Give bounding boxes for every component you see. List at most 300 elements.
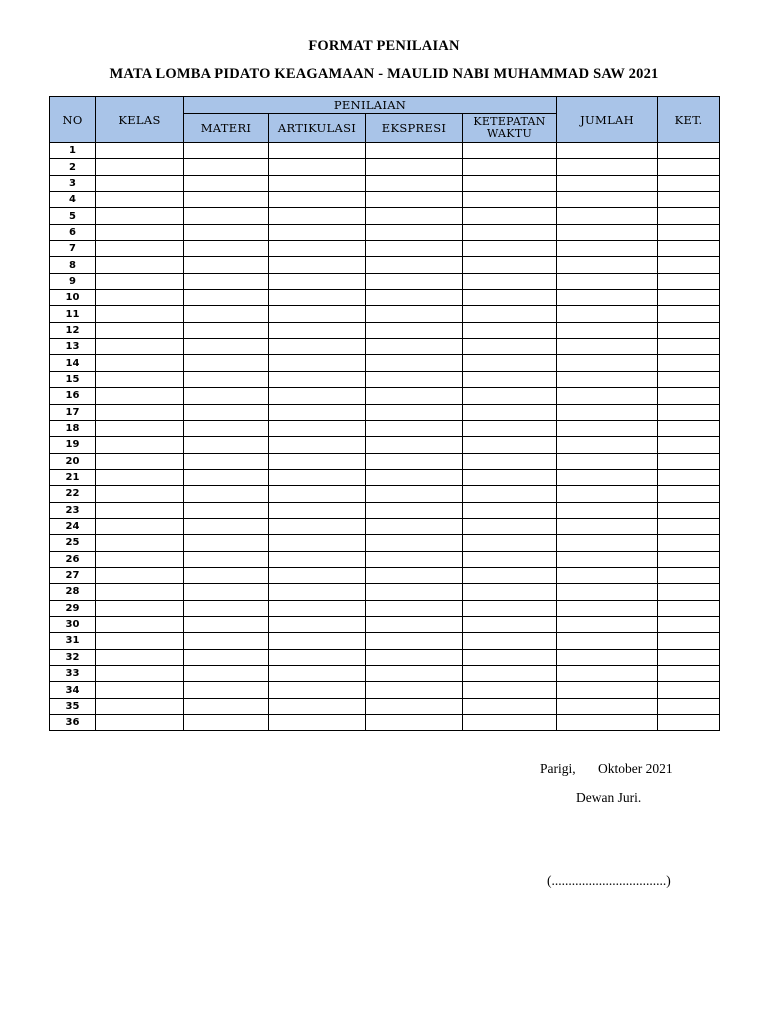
table-cell	[463, 273, 557, 289]
table-cell	[366, 649, 463, 665]
table-cell	[463, 616, 557, 632]
table-cell	[557, 453, 658, 469]
table-cell	[658, 453, 720, 469]
table-row	[50, 371, 720, 387]
table-cell	[96, 666, 184, 682]
table-cell	[658, 371, 720, 387]
table-cell	[658, 208, 720, 224]
table-cell	[366, 355, 463, 371]
table-cell	[269, 649, 366, 665]
row-number: 19	[50, 437, 96, 453]
table-cell	[96, 224, 184, 240]
table-cell	[269, 715, 366, 731]
row-number: 15	[50, 371, 96, 387]
table-cell	[366, 322, 463, 338]
table-cell	[557, 273, 658, 289]
table-row	[50, 339, 720, 355]
table-cell	[184, 159, 269, 175]
table-cell	[658, 159, 720, 175]
table-cell	[96, 698, 184, 714]
table-cell	[96, 567, 184, 583]
table-cell	[96, 551, 184, 567]
table-row	[50, 649, 720, 665]
table-cell	[269, 666, 366, 682]
table-cell	[96, 257, 184, 273]
table-cell	[269, 143, 366, 159]
table-cell	[96, 649, 184, 665]
table-cell	[463, 682, 557, 698]
table-cell	[557, 486, 658, 502]
table-cell	[366, 371, 463, 387]
table-cell	[184, 698, 269, 714]
table-cell	[184, 502, 269, 518]
table-cell	[184, 600, 269, 616]
table-cell	[184, 192, 269, 208]
table-cell	[557, 355, 658, 371]
table-cell	[184, 273, 269, 289]
table-cell	[366, 486, 463, 502]
table-cell	[463, 355, 557, 371]
table-row	[50, 143, 720, 159]
table-row	[50, 257, 720, 273]
table-cell	[463, 404, 557, 420]
table-cell	[658, 715, 720, 731]
table-cell	[184, 322, 269, 338]
table-cell	[557, 666, 658, 682]
table-row	[50, 584, 720, 600]
table-cell	[463, 469, 557, 485]
column-header-kelas: KELAS	[96, 97, 184, 143]
table-cell	[557, 469, 658, 485]
table-cell	[184, 518, 269, 534]
table-cell	[184, 306, 269, 322]
table-cell	[366, 175, 463, 191]
table-cell	[184, 551, 269, 567]
table-cell	[96, 339, 184, 355]
table-cell	[557, 633, 658, 649]
table-cell	[658, 486, 720, 502]
row-number: 10	[50, 290, 96, 306]
table-row	[50, 535, 720, 551]
table-cell	[463, 159, 557, 175]
table-cell	[96, 290, 184, 306]
table-cell	[463, 633, 557, 649]
table-row	[50, 420, 720, 436]
table-cell	[658, 518, 720, 534]
row-number: 3	[50, 175, 96, 191]
row-number: 34	[50, 682, 96, 698]
table-cell	[184, 616, 269, 632]
table-cell	[96, 159, 184, 175]
table-cell	[269, 469, 366, 485]
table-cell	[366, 273, 463, 289]
table-cell	[463, 437, 557, 453]
table-cell	[463, 698, 557, 714]
table-cell	[658, 420, 720, 436]
table-row	[50, 192, 720, 208]
table-cell	[269, 453, 366, 469]
table-cell	[463, 666, 557, 682]
table-cell	[269, 584, 366, 600]
table-cell	[366, 257, 463, 273]
row-number: 16	[50, 388, 96, 404]
table-row	[50, 241, 720, 257]
table-cell	[658, 437, 720, 453]
table-cell	[366, 241, 463, 257]
table-cell	[269, 273, 366, 289]
table-cell	[269, 159, 366, 175]
table-cell	[557, 584, 658, 600]
table-cell	[557, 616, 658, 632]
row-number: 8	[50, 257, 96, 273]
table-cell	[658, 600, 720, 616]
column-header-ket: KET.	[658, 97, 720, 143]
table-cell	[184, 290, 269, 306]
table-cell	[96, 404, 184, 420]
row-number: 24	[50, 518, 96, 534]
table-row	[50, 453, 720, 469]
table-cell	[658, 192, 720, 208]
date-text: Oktober 2021	[598, 761, 673, 776]
table-cell	[463, 175, 557, 191]
row-number: 31	[50, 633, 96, 649]
table-cell	[557, 502, 658, 518]
table-cell	[184, 371, 269, 387]
table-cell	[557, 698, 658, 714]
table-cell	[269, 535, 366, 551]
table-cell	[366, 633, 463, 649]
table-cell	[366, 616, 463, 632]
table-cell	[269, 502, 366, 518]
table-cell	[269, 257, 366, 273]
row-number: 35	[50, 698, 96, 714]
table-cell	[463, 502, 557, 518]
table-cell	[463, 257, 557, 273]
row-number: 28	[50, 584, 96, 600]
table-cell	[463, 290, 557, 306]
table-cell	[463, 649, 557, 665]
table-cell	[269, 290, 366, 306]
row-number: 4	[50, 192, 96, 208]
table-cell	[463, 208, 557, 224]
table-cell	[557, 257, 658, 273]
table-cell	[463, 241, 557, 257]
table-cell	[96, 584, 184, 600]
table-cell	[366, 469, 463, 485]
table-cell	[366, 208, 463, 224]
assessment-table	[49, 96, 720, 731]
table-cell	[184, 469, 269, 485]
table-cell	[463, 551, 557, 567]
table-cell	[96, 518, 184, 534]
row-number: 32	[50, 649, 96, 665]
table-cell	[463, 388, 557, 404]
table-cell	[269, 355, 366, 371]
table-cell	[269, 698, 366, 714]
table-cell	[658, 616, 720, 632]
table-cell	[269, 388, 366, 404]
table-cell	[658, 143, 720, 159]
table-cell	[557, 518, 658, 534]
table-cell	[658, 224, 720, 240]
table-cell	[463, 715, 557, 731]
table-row	[50, 633, 720, 649]
table-cell	[184, 453, 269, 469]
table-cell	[96, 600, 184, 616]
table-cell	[184, 584, 269, 600]
row-number: 29	[50, 600, 96, 616]
table-cell	[366, 388, 463, 404]
table-cell	[96, 469, 184, 485]
table-cell	[269, 600, 366, 616]
table-cell	[366, 502, 463, 518]
table-cell	[557, 682, 658, 698]
table-cell	[366, 437, 463, 453]
table-cell	[557, 241, 658, 257]
table-cell	[269, 241, 366, 257]
row-number: 18	[50, 420, 96, 436]
table-cell	[269, 633, 366, 649]
table-row	[50, 682, 720, 698]
table-cell	[184, 633, 269, 649]
table-cell	[557, 567, 658, 583]
table-cell	[269, 616, 366, 632]
place-text: Parigi,	[540, 761, 576, 776]
table-cell	[269, 567, 366, 583]
row-number: 14	[50, 355, 96, 371]
table-cell	[557, 339, 658, 355]
table-cell	[463, 535, 557, 551]
table-cell	[463, 339, 557, 355]
table-row	[50, 322, 720, 338]
column-header-ekspresi: EKSPRESI	[366, 114, 463, 143]
table-row	[50, 273, 720, 289]
table-row	[50, 616, 720, 632]
table-cell	[184, 224, 269, 240]
row-number: 25	[50, 535, 96, 551]
table-cell	[96, 453, 184, 469]
table-cell	[658, 306, 720, 322]
table-cell	[269, 175, 366, 191]
table-cell	[658, 404, 720, 420]
row-number: 21	[50, 469, 96, 485]
table-row	[50, 502, 720, 518]
table-cell	[557, 420, 658, 436]
table-cell	[658, 584, 720, 600]
table-cell	[463, 600, 557, 616]
column-header-penilaian: PENILAIAN	[184, 97, 557, 114]
table-row	[50, 600, 720, 616]
table-cell	[184, 649, 269, 665]
table-row	[50, 666, 720, 682]
table-cell	[658, 388, 720, 404]
table-cell	[463, 486, 557, 502]
table-row	[50, 518, 720, 534]
table-cell	[269, 437, 366, 453]
table-cell	[658, 649, 720, 665]
table-cell	[463, 322, 557, 338]
table-cell	[557, 290, 658, 306]
table-cell	[366, 698, 463, 714]
table-cell	[269, 192, 366, 208]
table-cell	[184, 257, 269, 273]
table-row	[50, 404, 720, 420]
table-cell	[658, 241, 720, 257]
table-cell	[557, 388, 658, 404]
page-title: FORMAT PENILAIAN	[308, 38, 460, 54]
table-cell	[557, 175, 658, 191]
table-cell	[658, 502, 720, 518]
column-header-materi: MATERI	[184, 114, 269, 143]
table-cell	[96, 437, 184, 453]
table-cell	[96, 502, 184, 518]
table-cell	[184, 682, 269, 698]
table-cell	[658, 273, 720, 289]
table-cell	[96, 682, 184, 698]
row-number: 36	[50, 715, 96, 731]
table-cell	[366, 159, 463, 175]
table-cell	[658, 339, 720, 355]
table-cell	[557, 306, 658, 322]
table-cell	[96, 208, 184, 224]
table-row	[50, 208, 720, 224]
table-cell	[557, 371, 658, 387]
table-cell	[96, 371, 184, 387]
table-cell	[557, 208, 658, 224]
row-number: 30	[50, 616, 96, 632]
signature-line: (..................................)	[547, 873, 671, 888]
table-cell	[269, 682, 366, 698]
column-header-no: NO	[50, 97, 96, 143]
table-row	[50, 469, 720, 485]
table-cell	[463, 584, 557, 600]
row-number: 11	[50, 306, 96, 322]
table-cell	[463, 420, 557, 436]
table-cell	[184, 208, 269, 224]
table-cell	[366, 682, 463, 698]
table-cell	[96, 388, 184, 404]
table-cell	[184, 715, 269, 731]
table-cell	[96, 306, 184, 322]
table-cell	[557, 551, 658, 567]
row-number: 13	[50, 339, 96, 355]
table-cell	[463, 567, 557, 583]
table-cell	[96, 420, 184, 436]
page-subtitle: MATA LOMBA PIDATO KEAGAMAAN - MAULID NABI MUHAMMAD SAW 2021	[109, 66, 659, 82]
table-cell	[96, 241, 184, 257]
table-cell	[463, 192, 557, 208]
table-cell	[366, 404, 463, 420]
table-cell	[96, 355, 184, 371]
row-number: 33	[50, 666, 96, 682]
table-cell	[269, 404, 366, 420]
row-number: 27	[50, 567, 96, 583]
table-cell	[269, 371, 366, 387]
table-row	[50, 486, 720, 502]
table-cell	[366, 192, 463, 208]
table-cell	[366, 551, 463, 567]
table-cell	[96, 535, 184, 551]
table-cell	[184, 535, 269, 551]
table-cell	[557, 437, 658, 453]
table-cell	[658, 290, 720, 306]
table-cell	[269, 551, 366, 567]
table-cell	[366, 339, 463, 355]
jury-label: Dewan Juri.	[576, 790, 642, 805]
table-cell	[184, 241, 269, 257]
table-row	[50, 551, 720, 567]
table-cell	[269, 322, 366, 338]
table-cell	[184, 175, 269, 191]
table-cell	[366, 420, 463, 436]
row-number: 23	[50, 502, 96, 518]
table-cell	[184, 486, 269, 502]
row-number: 26	[50, 551, 96, 567]
table-cell	[557, 159, 658, 175]
table-cell	[366, 535, 463, 551]
table-cell	[366, 143, 463, 159]
ketepatan-waktu-label: KETEPATAN WAKTU	[473, 115, 546, 140]
table-cell	[184, 567, 269, 583]
table-cell	[658, 322, 720, 338]
table-cell	[366, 306, 463, 322]
table-row	[50, 224, 720, 240]
table-row	[50, 715, 720, 731]
table-cell	[658, 469, 720, 485]
table-cell	[96, 715, 184, 731]
table-cell	[184, 404, 269, 420]
table-cell	[269, 518, 366, 534]
table-cell	[269, 306, 366, 322]
table-cell	[557, 535, 658, 551]
table-cell	[269, 208, 366, 224]
table-cell	[658, 257, 720, 273]
table-cell	[184, 143, 269, 159]
row-number: 5	[50, 208, 96, 224]
table-cell	[96, 322, 184, 338]
table-row	[50, 306, 720, 322]
table-cell	[463, 224, 557, 240]
table-cell	[366, 600, 463, 616]
table-cell	[96, 633, 184, 649]
table-cell	[366, 518, 463, 534]
table-cell	[463, 306, 557, 322]
table-cell	[184, 666, 269, 682]
table-row	[50, 159, 720, 175]
table-cell	[96, 175, 184, 191]
table-row	[50, 437, 720, 453]
table-cell	[557, 649, 658, 665]
table-cell	[557, 404, 658, 420]
table-cell	[269, 420, 366, 436]
table-cell	[557, 192, 658, 208]
table-row	[50, 388, 720, 404]
row-number: 6	[50, 224, 96, 240]
row-number: 22	[50, 486, 96, 502]
table-cell	[557, 224, 658, 240]
table-cell	[658, 698, 720, 714]
table-cell	[96, 616, 184, 632]
table-cell	[463, 518, 557, 534]
table-cell	[269, 486, 366, 502]
table-cell	[96, 273, 184, 289]
row-number: 1	[50, 143, 96, 159]
row-number: 20	[50, 453, 96, 469]
row-number: 2	[50, 159, 96, 175]
row-number: 9	[50, 273, 96, 289]
table-cell	[463, 143, 557, 159]
table-cell	[184, 388, 269, 404]
